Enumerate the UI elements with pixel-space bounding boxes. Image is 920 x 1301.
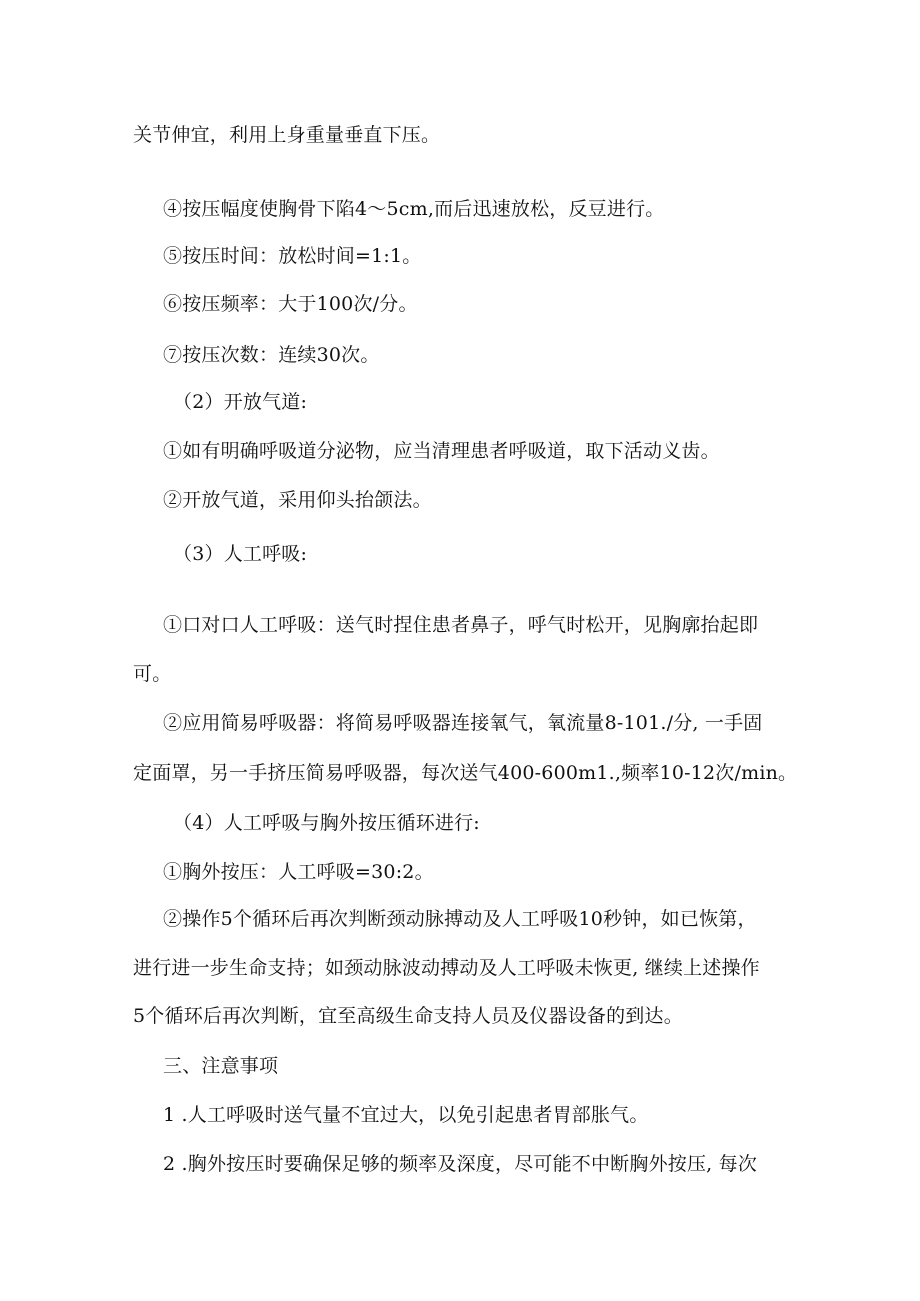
- paragraph-line: ⑦按压次数：连续30次。: [163, 344, 380, 366]
- paragraph-line: ①口对口人工呼吸：送气时捏住患者鼻子，呼气时松开，见胸廓抬起即: [163, 614, 759, 636]
- paragraph-line: ④按压幅度使胸骨下陷4～5cm,而后迅速放松，反豆进行。: [163, 198, 665, 220]
- paragraph-line: 5个循环后再次判断，宜至高级生命支持人员及仪器设备的到达。: [133, 1005, 683, 1027]
- section-heading: 三、注意事项: [163, 1055, 279, 1077]
- paragraph-line: 定面罩，另一手挤压简易呼吸器，每次送气400-600m1.,频率10-12次/min。: [133, 762, 798, 784]
- paragraph-line: ⑤按压时间：放松时间=1:1。: [163, 245, 422, 267]
- paragraph-line: ⑥按压频率：大于100次/分。: [163, 293, 418, 315]
- section-heading: （2）开放气道:: [173, 391, 308, 413]
- paragraph-line: ①如有明确呼吸道分泌物，应当清理患者呼吸道，取下活动义齿。: [163, 440, 720, 462]
- section-heading: （4）人工呼吸与胸外按压循环进行:: [173, 812, 480, 834]
- section-heading: （3）人工呼吸:: [173, 543, 308, 565]
- paragraph-line: ①胸外按压：人工呼吸=30:2。: [163, 861, 434, 883]
- paragraph-line: 2 .胸外按压时要确保足够的频率及深度，尽可能不中断胸外按压, 每次: [163, 1153, 758, 1175]
- paragraph-line: ②应用简易呼吸器：将简易呼吸器连接氧气，氧流量8-101./分, 一手固: [163, 712, 763, 734]
- paragraph-line: 关节伸宜，利用上身重量垂直下压。: [133, 124, 441, 146]
- paragraph-line: 进行进一步生命支持；如颈动脉波动搏动及人工呼吸未恢更, 继续上述操作: [133, 957, 760, 979]
- paragraph-line: 可。: [133, 663, 172, 685]
- paragraph-line: 1 .人工呼吸时送气量不宜过大，以免引起患者胃部胀气。: [163, 1104, 649, 1126]
- paragraph-line: ②操作5个循环后再次判断颈动脉搏动及人工呼吸10秒钟，如已恢第，: [163, 908, 757, 930]
- paragraph-line: ②开放气道，采用仰头抬颌法。: [163, 489, 432, 511]
